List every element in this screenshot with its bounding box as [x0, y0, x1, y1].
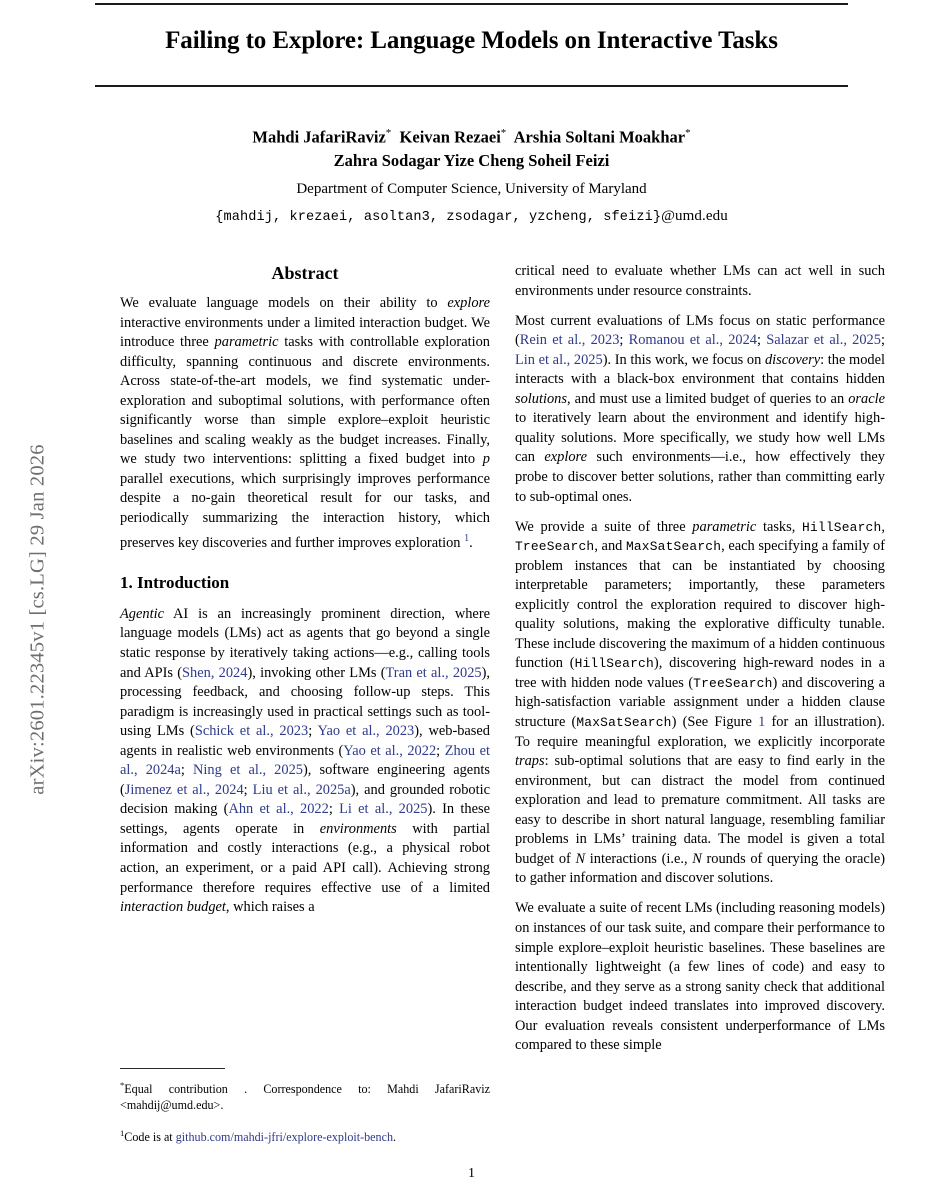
right-paragraph-4: We evaluate a suite of recent LMs (including reasoning models) on instances of our task suite, and compare their performance to simple explore–exploit heuristic baselines. These baselines are intentionally lightweight (a few lines of code) and easy to describe, and they serve as a strong sanity check that additional interaction budget indeed translates into improved discovery. Our evaluation reveals consistent underperformance of LMs compared to these simple [515, 900, 885, 1054]
text-run: ; [619, 332, 629, 349]
github-repository-link[interactable]: github.com/mahdi-jfri/explore-exploit-bench [175, 1129, 393, 1144]
text-run: ), web-based agents in realistic web environments ( [120, 723, 490, 759]
text-run: ), discovering high-reward nodes in a tree with hidden node values ( [515, 655, 885, 691]
emails-local-parts: {mahdij, krezaei, asoltan3, zsodagar, yzcheng, sfeizi} [215, 209, 662, 225]
emphasis-traps: traps [515, 753, 545, 770]
task-name-hillsearch: HillSearch [574, 656, 654, 672]
section-heading-introduction: 1. Introduction [120, 572, 230, 592]
text-run: to iteratively learn about the environment and identify high-quality solutions. More specifically, we study how well LMs can [515, 410, 885, 466]
text-run: : sub-optimal solutions that are easy to find early in the environment, but can distract the model from continued exploration and lead to premature commitment. All tasks are easy to describe in short natural language, resembling familiar problems in LMs’ training data. The model is given a total budget of [515, 753, 885, 867]
right-paragraph-2 [515, 312, 885, 507]
text-run: ; [328, 801, 340, 818]
text-run: , and [594, 538, 626, 555]
text-run: rounds of querying the oracle) to gather information and discover solutions. [515, 850, 885, 887]
text-run: interactions (i.e., [585, 850, 693, 867]
right-paragraph-1: critical need to evaluate whether LMs can act well in such environments under resource constraints. [515, 263, 885, 299]
author-line-1 [95, 122, 848, 149]
emphasis-discovery: discovery [764, 351, 821, 368]
column-left [120, 262, 490, 928]
citation-link[interactable]: Schick et al., 2023 [194, 723, 309, 740]
text-run: ; [308, 723, 318, 740]
citation-link[interactable]: Tran et al., 2025 [385, 664, 482, 681]
task-name-hillsearch: HillSearch [802, 519, 882, 535]
text-run: ; [243, 781, 253, 798]
text-run: ), processing feedback, and choosing follow-up steps. This paradigm is increasingly used in practical settings such as tool-using LMs ( [120, 664, 491, 740]
abstract-paragraph [120, 294, 490, 553]
author-footnote-marker: * [500, 127, 507, 139]
page-title: Failing to Explore: Language Models on Interactive Tasks [165, 27, 778, 54]
introduction-paragraph-1 [120, 605, 490, 918]
emphasis-parametric: parametric [214, 334, 279, 351]
citation-link[interactable]: Rein et al., 2023 [519, 332, 620, 349]
page-number: 1 [468, 1166, 475, 1181]
text-run: ; [756, 332, 767, 349]
footnote-text: Code is at [124, 1129, 176, 1144]
citation-link[interactable]: Ning et al., 2025 [193, 762, 303, 779]
text-run: ). In these settings, agents operate in [120, 801, 490, 837]
author-name: Mahdi JafariRaviz [252, 127, 386, 147]
emphasis-explore: explore [544, 449, 587, 466]
text-run: tasks, [756, 518, 803, 535]
math-variable-N: N [575, 850, 586, 867]
figure-reference-link[interactable]: 1 [758, 714, 766, 731]
text-run: Most current evaluations of LMs focus on static performance ( [515, 312, 885, 349]
text-run: ), and grounded robotic decision making ( [120, 781, 490, 818]
footnote-reference-1[interactable]: 1 [464, 532, 470, 544]
text-run: ) and discovering a high-satisfaction variable assignment under a hidden clause structure ( [515, 674, 885, 731]
text-run: ), software engineering agents ( [120, 762, 490, 798]
citation-link[interactable]: Salazar et al., 2025 [766, 332, 881, 349]
header-rule-bottom [95, 85, 848, 87]
task-name-treesearch: TreeSearch [693, 675, 773, 691]
text-run: ; [880, 332, 885, 349]
right-paragraph-3 [515, 518, 885, 889]
citation-link[interactable]: Yao et al., 2023 [317, 723, 415, 740]
text-run: ; [436, 742, 445, 759]
text-run: , and must use a limited budget of queries to an [566, 390, 849, 407]
task-name-maxsatsearch: MaxSatSearch [625, 539, 722, 555]
text-run: interactive environments under a limited interaction budget. We introduce three [120, 314, 490, 351]
text-run: : the model interacts with a black-box environment that contains hidden [515, 351, 885, 388]
citation-link[interactable]: Yao et al., 2022 [343, 742, 437, 759]
abstract-heading: Abstract [271, 263, 339, 283]
column-right [515, 262, 885, 1056]
text-run: ) (See Figure [671, 714, 759, 731]
citation-link[interactable]: Li et al., 2025 [339, 801, 428, 818]
text-run: . [469, 534, 473, 551]
text-run: AI is an increasingly prominent direction, where language models (LMs) act as agents that go beyond a single static response by iteratively taking actions—e.g., calling tools and APIs ( [120, 605, 490, 681]
footnote-text: . [393, 1129, 397, 1144]
math-variable-N: N [692, 850, 702, 867]
footnote-marker: * [120, 1080, 125, 1090]
author-name: Keivan Rezaei [399, 127, 501, 147]
math-variable-p: p [482, 451, 490, 468]
text-run: We evaluate language models on their ability to [120, 295, 448, 311]
citation-link[interactable]: Shen, 2024 [182, 664, 248, 681]
text-run: ). In this work, we focus on [602, 351, 765, 368]
footnote-text: Equal contribution . Correspondence to: Mahdi JafariRaviz <mahdij@umd.edu>. [120, 1082, 490, 1113]
arxiv-identifier-stamp: arXiv:2601.22345v1 [cs.LG] 29 Jan 2026 [26, 444, 49, 795]
text-run: ; [180, 762, 194, 779]
footnote-separator-rule [120, 1068, 225, 1069]
citation-link[interactable]: Lin et al., 2025 [515, 351, 603, 368]
emails-domain: @umd.edu [661, 207, 728, 224]
emphasis-environments: environments [319, 820, 397, 837]
citation-link[interactable]: Jimenez et al., 2024 [124, 781, 244, 798]
text-run: such environments—i.e., how effectively they probe to discover better solutions, rather than committing early to sub-optimal ones. [515, 449, 885, 505]
text-run: for an illustration). To require meaningful exploration, we explicitly incorporate [515, 714, 885, 750]
task-name-maxsatsearch: MaxSatSearch [576, 715, 672, 731]
text-run: with partial information and costly interactions (e.g., a physical robot action, an experiment, or a paid API call). Achieving strong performance therefore requires effective use of a limited [120, 820, 490, 896]
author-emails [95, 204, 848, 230]
citation-link[interactable]: Romanou et al., 2024 [628, 332, 757, 349]
author-line-2: Zahra Sodagar Yize Cheng Soheil Feizi [333, 150, 610, 170]
header-rule-top [95, 3, 848, 5]
author-name: Arshia Soltani Moakhar [513, 127, 686, 147]
task-name-treesearch: TreeSearch [515, 539, 595, 555]
affiliation: Department of Computer Science, University of Maryland [296, 180, 647, 197]
footnote-equal-contribution [120, 1077, 490, 1114]
text-run: We provide a suite of three [515, 518, 693, 535]
citation-link[interactable]: Zhou et al., 2024a [120, 742, 490, 779]
emphasis-parametric: parametric [692, 518, 757, 535]
author-block [95, 122, 848, 230]
citation-link[interactable]: Ahn et al., 2022 [228, 801, 329, 818]
footnote-code-link [120, 1125, 490, 1145]
footnote-marker: 1 [120, 1127, 125, 1138]
emphasis-explore: explore [447, 295, 490, 311]
text-run: , each specifying a family of problem instances that can be instantiated by choosing interpretable parameters; importantly, these parameters explicitly control the exploration required to discover high-quality solutions, making the explorative difficulty tunable. These include discovering the maximum of a hidden continuous function ( [515, 538, 885, 672]
text-run: , [881, 518, 885, 535]
emphasis-interaction-budget: interaction budget [120, 899, 226, 916]
emphasis-oracle: oracle [848, 390, 885, 407]
text-run: , which raises a [225, 899, 315, 916]
emphasis-agentic: Agentic [120, 605, 164, 622]
text-run: ), invoking other LMs ( [247, 664, 386, 681]
author-footnote-marker: * [685, 127, 691, 139]
text-run: tasks with controllable exploration difficulty, spanning continuous and discrete environments. Across state-of-the-art models, we find systematic under-exploration and suboptimal solutions, with performance often significantly worse than simple explore–exploit heuristic baselines and scaling weakly as the budget increases. Finally, we study two interventions: splitting a fixed budget into [120, 334, 490, 468]
author-footnote-marker: * [385, 127, 392, 139]
citation-link[interactable]: Liu et al., 2025a [252, 781, 351, 798]
footnote-area [120, 1068, 490, 1156]
text-run: parallel executions, which surprisingly improves performance despite a no-gain theoretical result for our tasks, and periodically summarizing the interaction history, which preserves key discoveries and further improves exploration [120, 470, 490, 551]
emphasis-solutions: solutions [515, 390, 567, 407]
